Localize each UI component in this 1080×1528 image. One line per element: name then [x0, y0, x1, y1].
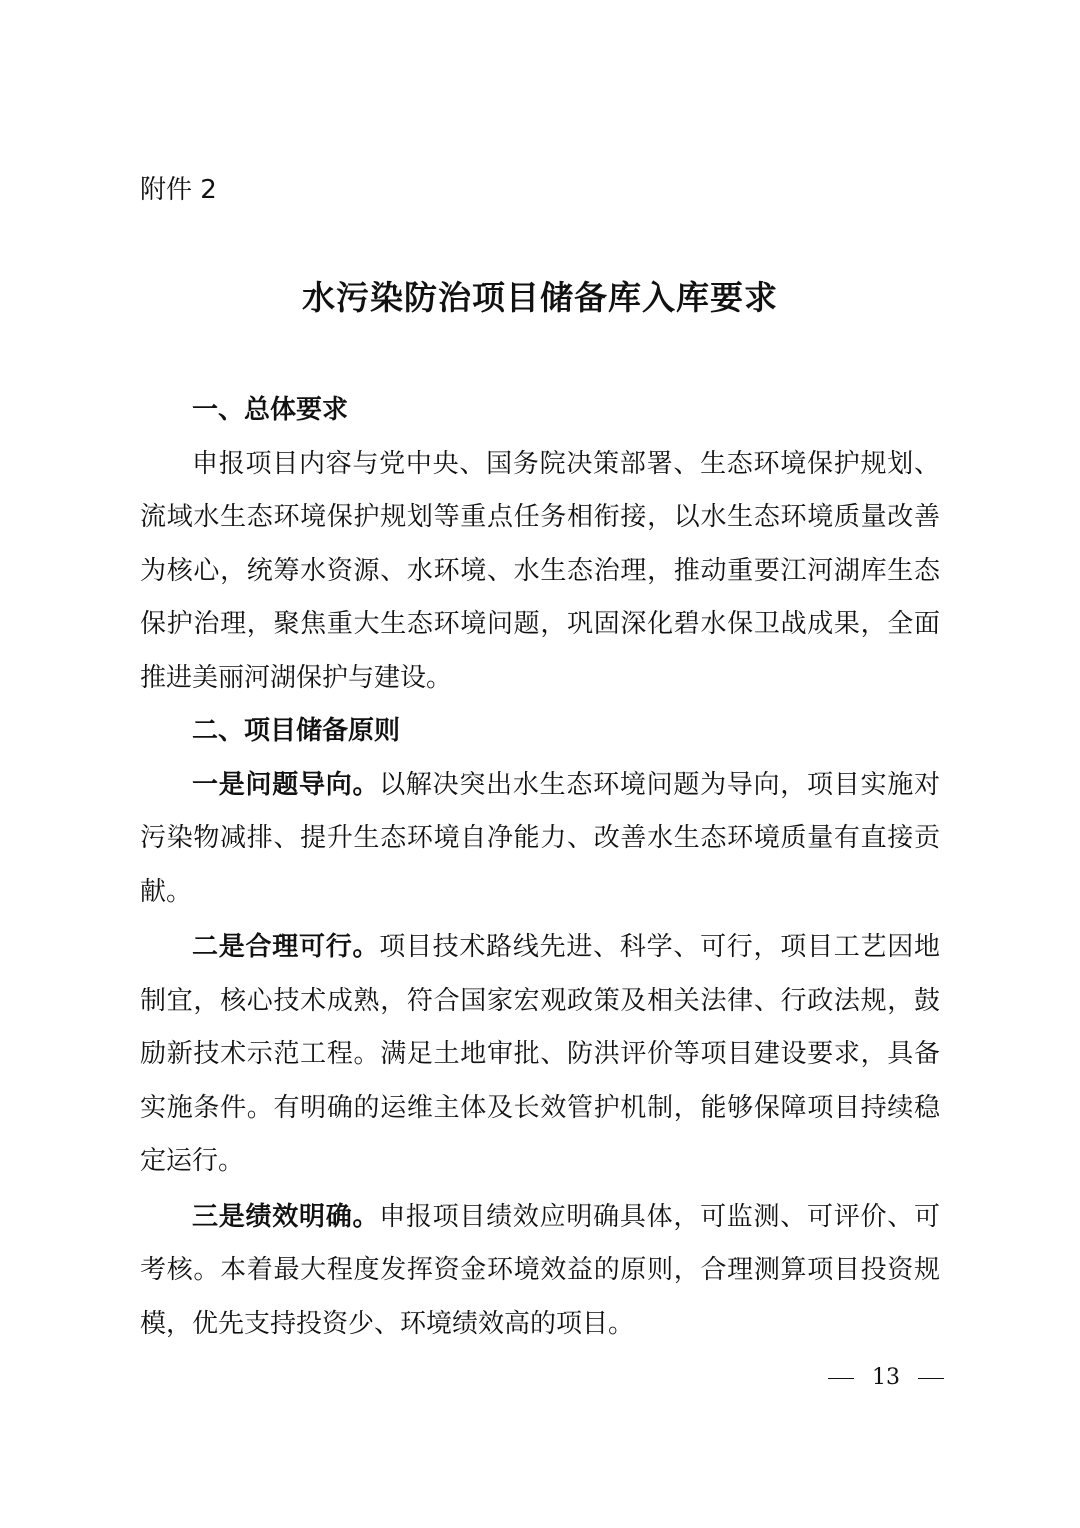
paragraph-principle-performance — [140, 1191, 940, 1352]
paragraph-text: 以解决突出水生态环境问题为导向，项目实施对污染物减排、提升生态环境自净能力、改善水生态环境质量有直接贡献。 — [140, 769, 940, 907]
paragraph-principle-feasible — [140, 921, 940, 1189]
section-heading-general: 一、总体要求 — [192, 395, 349, 425]
paragraph-general-requirements — [140, 438, 940, 706]
paragraph-lead: 二是合理可行。 — [192, 932, 380, 962]
document-title: 水污染防治项目储备库入库要求 — [302, 278, 778, 317]
dash-right — [918, 1378, 944, 1379]
paragraph-principle-problem-oriented — [140, 759, 940, 920]
paragraph-text: 申报项目绩效应明确具体，可监测、可评价、可考核。本着最大程度发挥资金环境效益的原则，合理测算项目投资规模，优先支持投资少、环境绩效高的项目。 — [140, 1201, 940, 1339]
paragraph-lead: 三是绩效明确。 — [192, 1201, 380, 1232]
page-number — [828, 1362, 944, 1394]
document-body — [140, 384, 940, 1351]
section-heading-principles: 二、项目储备原则 — [192, 716, 401, 746]
paragraph-text: 项目技术路线先进、科学、可行，项目工艺因地制宜，核心技术成熟，符合国家宏观政策及相关法律、行政法规，鼓励新技术示范工程。满足土地审批、防洪评价等项目建设要求，具备实施条件。有明确的运维主体及长效管护机制，能够保障项目持续稳定运行。 — [140, 932, 940, 1176]
page-number-value: 13 — [872, 1365, 900, 1390]
paragraph-text: 申报项目内容与党中央、国务院决策部署、生态环境保护规划、流域水生态环境保护规划等重点任务相衔接，以水生态环境质量改善为核心，统筹水资源、水环境、水生态治理，推动重要江河湖库生态保护治理，聚焦重大生态环境问题，巩固深化碧水保卫战成果，全面推进美丽河湖保护与建设。 — [140, 448, 940, 693]
dash-left — [828, 1378, 854, 1379]
attachment-label: 附件 2 — [140, 175, 217, 205]
paragraph-lead: 一是问题导向。 — [192, 769, 380, 800]
